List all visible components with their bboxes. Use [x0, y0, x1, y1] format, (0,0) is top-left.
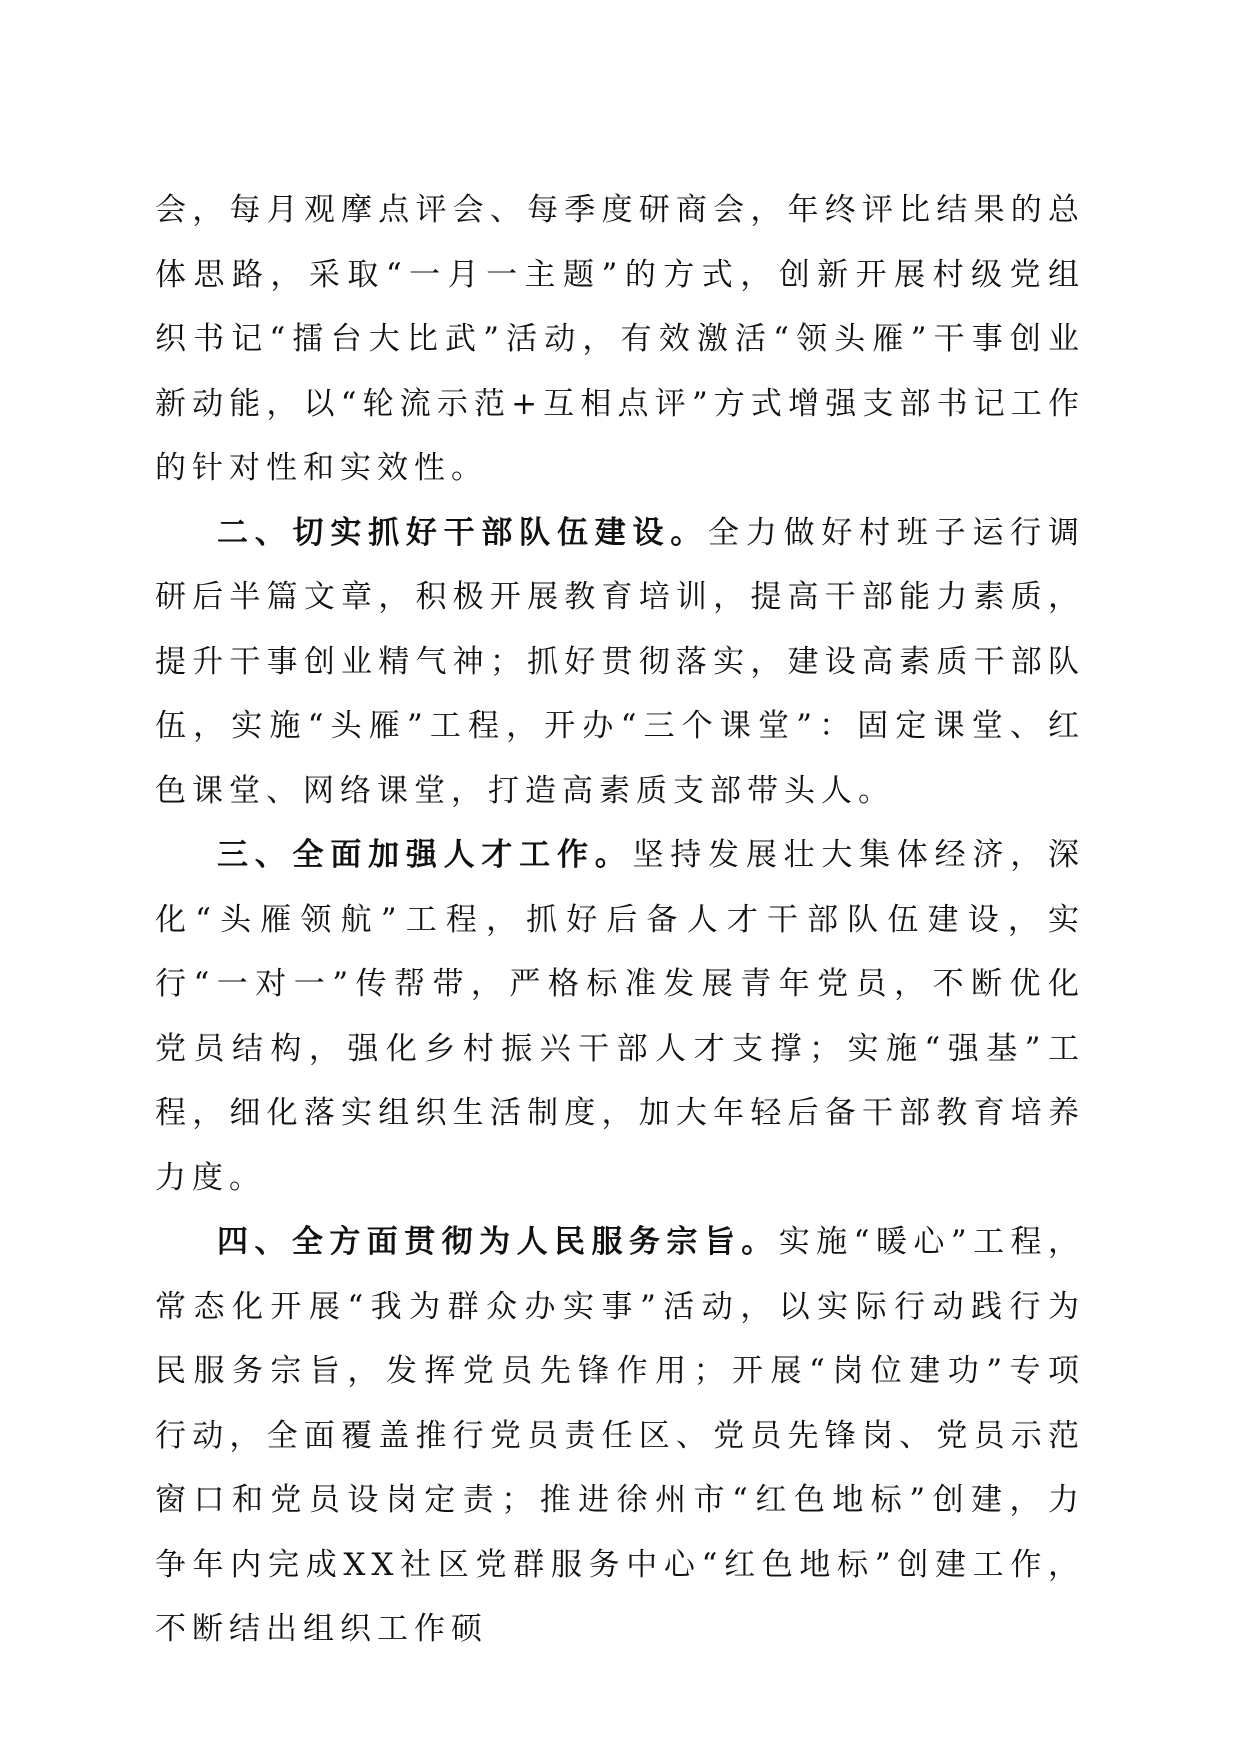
paragraph-text: 坚持发展壮大集体经济，深化“头雁领航”工程，抓好后备人才干部队伍建设，实行“一对一”传帮带，严格标准发展青年党员，不断优化党员结构，强化乡村振兴干部人才支撑；实施“强基”工程，细化落实组织生活制度，加大年轻后备干部教育培养力度。	[155, 837, 1085, 1196]
section-heading-3: 三、全面加强人才工作。	[217, 837, 633, 873]
paragraph-serve-people	[155, 1210, 1085, 1662]
paragraph-cadre-team	[155, 501, 1085, 824]
paragraph-text: 会，每月观摩点评会、每季度研商会，年终评比结果的总体思路，采取“一月一主题”的方式，创新开展村级党组织书记“擂台大比武”活动，有效激活“领头雁”干事创业新动能，以“轮流示范+互相点评”方式增强支部书记工作的针对性和实效性。	[155, 192, 1085, 486]
paragraph-text: 全力做好村班子运行调研后半篇文章，积极开展教育培训，提高干部能力素质，提升干事创业精气神；抓好贯彻落实，建设高素质干部队伍，实施“头雁”工程，开办“三个课堂”：固定课堂、红色课堂、网络课堂，打造高素质支部带头人。	[155, 514, 1086, 809]
document-body	[155, 178, 1085, 1662]
paragraph-continuation	[155, 178, 1085, 501]
paragraph-text: 实施“暖心”工程，常态化开展“我为群众办实事”活动，以实际行动践行为民服务宗旨，发挥党员先锋作用；开展“岗位建功”专项行动，全面覆盖推行党员责任区、党员先锋岗、党员示范窗口和党员设岗定责；推进徐州市“红色地标”创建，力争年内完成XX社区党群服务中心“红色地标”创建工作，不断结出组织工作硕	[155, 1224, 1085, 1647]
section-heading-4: 四、全方面贯彻为人民服务宗旨。	[217, 1224, 779, 1260]
paragraph-talent-work	[155, 823, 1085, 1210]
section-heading-2: 二、切实抓好干部队伍建设。	[217, 514, 709, 551]
